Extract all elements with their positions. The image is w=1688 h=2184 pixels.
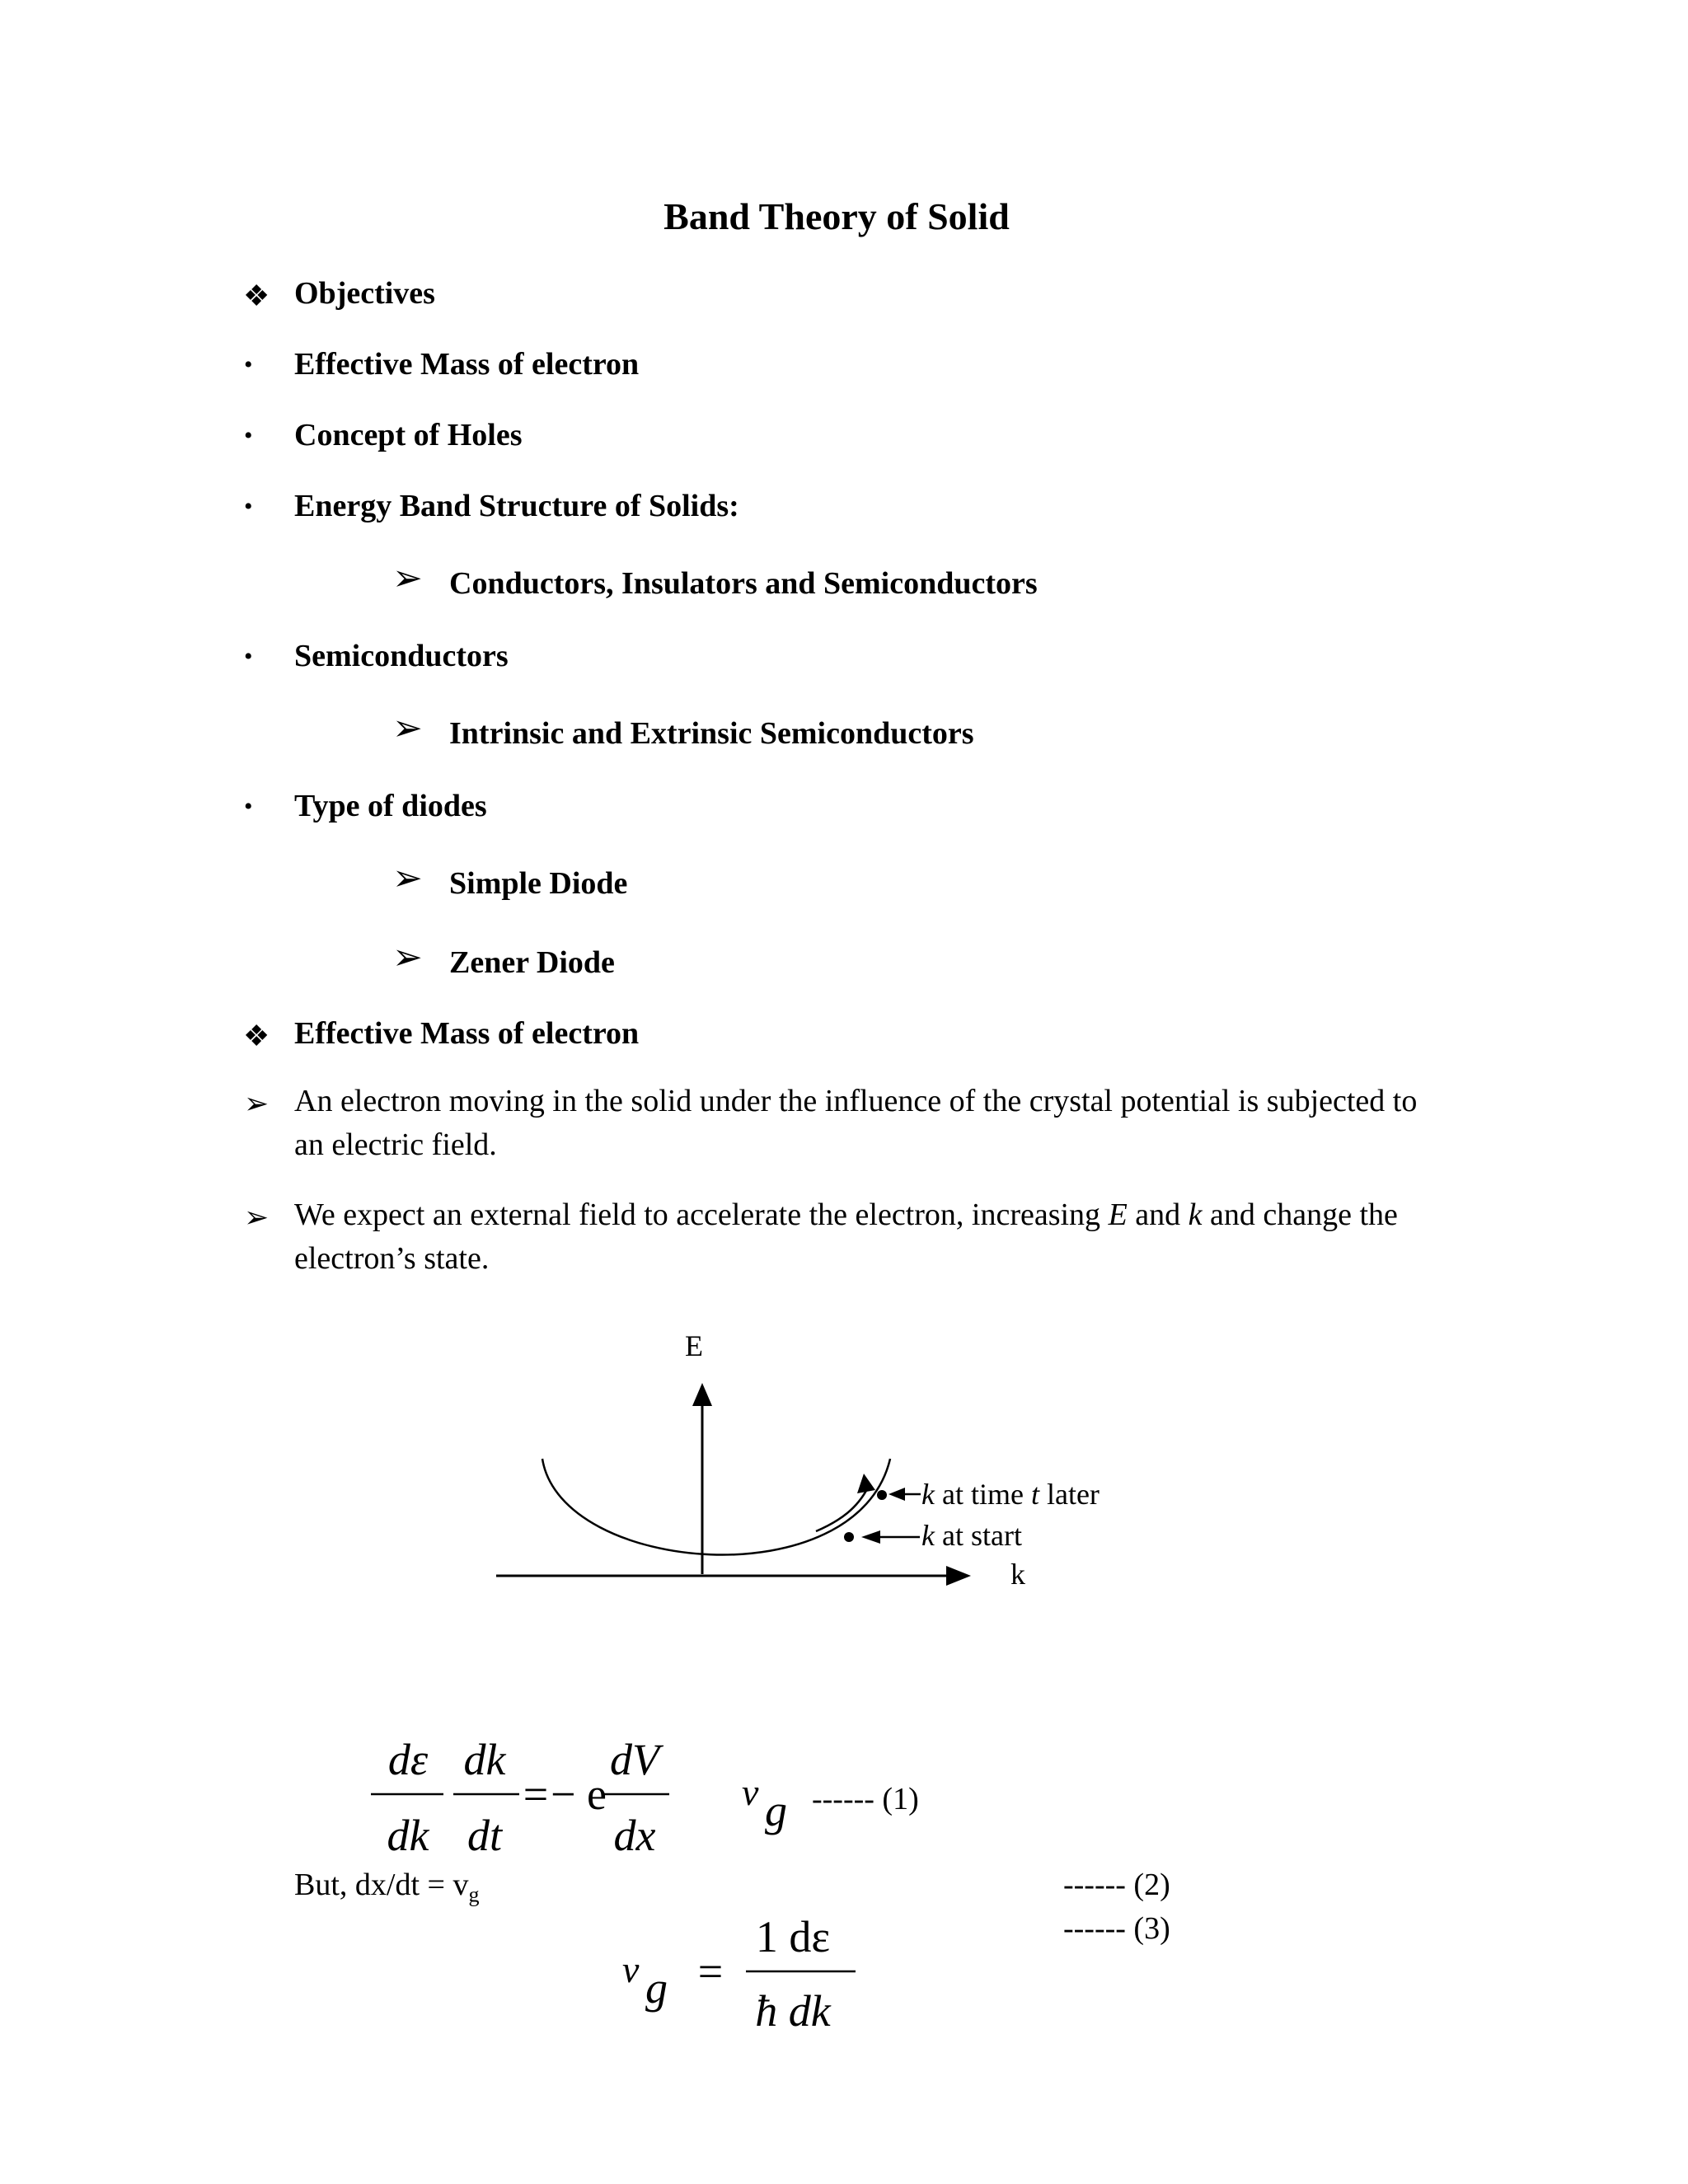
bullet-icon: • <box>244 493 253 520</box>
arrowhead-bullet-icon: ➢ <box>392 708 423 748</box>
svg-text:------ (1): ------ (1) <box>812 1782 919 1816</box>
pointer-arrow-icon <box>889 1488 905 1501</box>
svg-text:dk: dk <box>387 1811 429 1860</box>
objectives-heading: Objectives <box>294 276 435 311</box>
svg-text:dV: dV <box>610 1735 659 1784</box>
label-k-start: k at start <box>921 1519 1022 1552</box>
equation-tag-3: ------ (3) <box>1063 1911 1170 1946</box>
e-axis-label: E <box>685 1329 703 1362</box>
arrowhead-bullet-icon: ➢ <box>392 937 423 977</box>
motion-arrowhead <box>857 1474 875 1493</box>
svg-text:− e: − e <box>551 1769 607 1819</box>
page-title: Band Theory of Solid <box>663 195 1010 237</box>
arrowhead-bullet-icon: ➢ <box>392 858 423 898</box>
outline-subitem-simple-diode: Simple Diode <box>449 866 628 901</box>
arrowhead-bullet-icon: ➢ <box>392 558 423 598</box>
pointer-arrow-icon <box>861 1530 880 1544</box>
paragraph-2: We expect an external field to accelerate the electron, increasing E and k and change the electron’s state. <box>294 1197 1398 1276</box>
label-k-later: k at time t later <box>921 1478 1100 1511</box>
outline-item-diodes: Type of diodes <box>294 789 487 823</box>
outline-subitem-zener-diode: Zener Diode <box>449 945 615 980</box>
bullet-icon: • <box>244 422 253 449</box>
svg-text:dx: dx <box>613 1811 656 1860</box>
svg-text:ħ dk: ħ dk <box>755 1986 831 2036</box>
paragraph-1: An electron moving in the solid under the influence of the crystal potential is subjected to an electric field. <box>294 1084 1418 1162</box>
k-axis-arrowhead <box>946 1566 971 1586</box>
diamond-bullet-icon: ❖ <box>243 1019 270 1052</box>
bullet-icon: • <box>244 643 253 670</box>
equation-3 <box>610 1904 890 2044</box>
svg-text:dk: dk <box>463 1735 506 1784</box>
svg-text:=: = <box>697 1947 724 1996</box>
equation-1 <box>354 1727 964 1875</box>
but-line: But, $dx/dt = v_g$ <box>294 1868 480 1907</box>
svg-text:dt: dt <box>467 1811 503 1860</box>
band-diagram <box>486 1319 1187 1599</box>
svg-text:=: = <box>523 1769 549 1819</box>
bullet-icon: • <box>244 351 253 378</box>
svg-text:g: g <box>645 1963 668 2013</box>
diamond-bullet-icon: ❖ <box>243 279 270 312</box>
svg-text:1 dε: 1 dε <box>755 1912 831 1961</box>
arrowhead-bullet-icon: ➢ <box>244 1201 270 1234</box>
equation-tag-2: ------ (2) <box>1063 1868 1170 1902</box>
outline-subitem-intrinsic: Intrinsic and Extrinsic Semiconductors <box>449 716 974 751</box>
outline-item-holes: Concept of Holes <box>294 418 523 452</box>
dispersion-curve <box>542 1459 890 1555</box>
k-start-point <box>844 1532 854 1542</box>
arrowhead-bullet-icon: ➢ <box>244 1087 270 1120</box>
svg-text:v: v <box>742 1771 759 1813</box>
e-axis-arrowhead <box>692 1383 712 1406</box>
outline-subitem-conductors: Conductors, Insulators and Semiconductors <box>449 566 1038 601</box>
k-axis-label: k <box>1010 1558 1025 1591</box>
bullet-icon: • <box>244 793 253 820</box>
section-heading: Effective Mass of electron <box>294 1016 640 1051</box>
svg-text:dε: dε <box>387 1735 429 1784</box>
svg-text:v: v <box>622 1948 640 1990</box>
k-later-point <box>877 1490 887 1500</box>
outline-item-energy-band: Energy Band Structure of Solids: <box>294 489 739 523</box>
outline-item-effective-mass: Effective Mass of electron <box>294 347 640 382</box>
outline-item-semiconductors: Semiconductors <box>294 639 509 673</box>
svg-text:g: g <box>765 1786 787 1835</box>
